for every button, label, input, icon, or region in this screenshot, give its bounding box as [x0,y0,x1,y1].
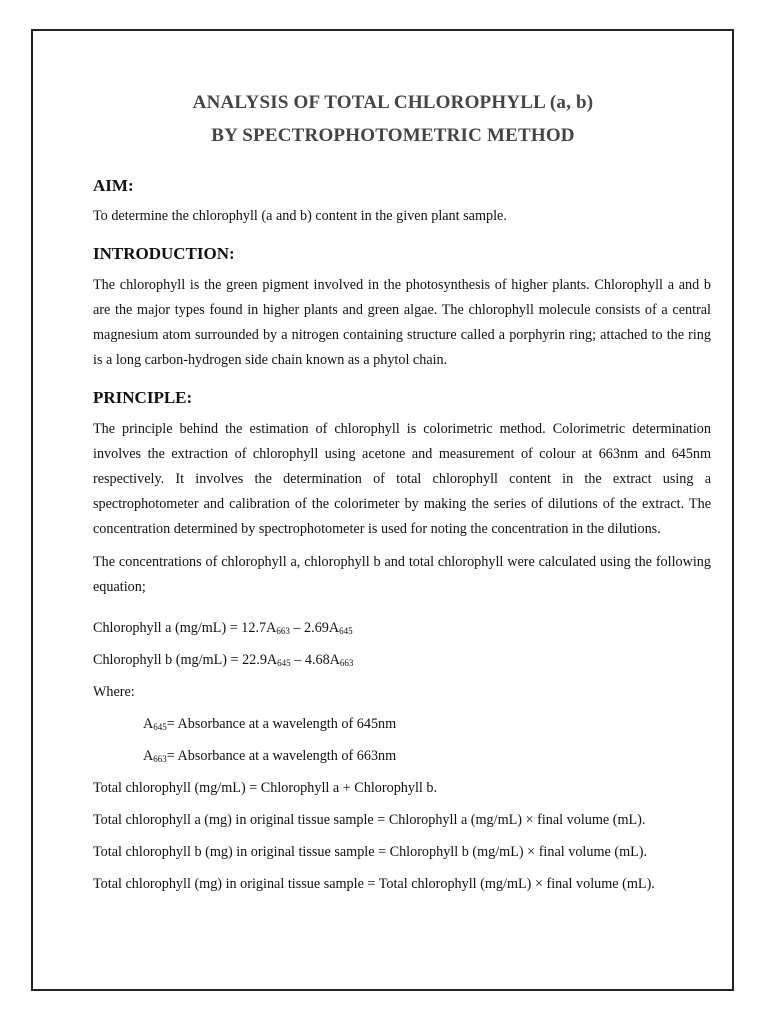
title-line-1: ANALYSIS OF TOTAL CHLOROPHYLL (a, b) [192,92,594,113]
aim-text: To determine the chlorophyll (a and b) content in the given plant sample. [93,208,507,224]
equation-intro-text: The concentrations of chlorophyll a, chlorophyll b and total chlorophyll were calculated using the following equation; [93,554,711,595]
equation-chlorophyll-a: Chlorophyll a $(mg/mL) = 12.7A_{663} - 2.69A_{645}$ [93,620,353,636]
where-label: Where: [93,684,135,700]
total-chlorophyll-tissue-formula: Total chlorophyll (mg) in original tissue sample = Total chlorophyll (mg/mL) × final volume (mL). [93,876,655,892]
equation-chlorophyll-b: Chlorophyll b $(mg/mL) = 22.9A_{645} - 4.68A_{663}$ [93,652,354,668]
principle-text: The principle behind the estimation of chlorophyll is colorimetric method. Colorimetric determination involves the extraction of chlorophyll using acetone and measurement of colour at 663nm and 645nm respectively. It involves the determination of total chlorophyll content in the extract using a spectrophotometer and calibration of the colorimeter by making the series of dilutions of the extract. The concentration determined by spectrophotometer is used for noting the concentration in the dilutions. [93,421,711,537]
total-chlorophyll-b-formula: Total chlorophyll b (mg) in original tissue sample = Chlorophyll b (mg/mL) × final volume (mL). [93,844,648,860]
document-body [93,86,711,895]
definition-a663: $A_{663}=$ Absorbance at a wavelength of 663nm [143,748,397,764]
total-chlorophyll-formula: Total chlorophyll (mg/mL) = Chlorophyll a + Chlorophyll b. [93,780,438,796]
definition-a645: $A_{645}=$ Absorbance at a wavelength of 645nm [143,716,397,732]
aim-heading: AIM: [93,176,134,195]
total-chlorophyll-a-formula: Total chlorophyll a (mg) in original tissue sample = Chlorophyll a (mg/mL) × final volume (mL). [93,812,646,828]
introduction-heading: INTRODUCTION: [93,244,235,263]
introduction-text: The chlorophyll is the green pigment involved in the photosynthesis of higher plants. Chlorophyll a and b are the major types found in higher plants and green algae. The chlorophyll molecule consists of a central magnesium atom surrounded by a nitrogen containing structure called a porphyrin ring; attached to the ring is a long carbon-hydrogen side chain known as a phytol chain. [93,277,711,368]
title-line-2: BY SPECTROPHOTOMETRIC METHOD [211,125,575,146]
document-title [84,86,702,152]
principle-heading: PRINCIPLE: [93,388,193,407]
